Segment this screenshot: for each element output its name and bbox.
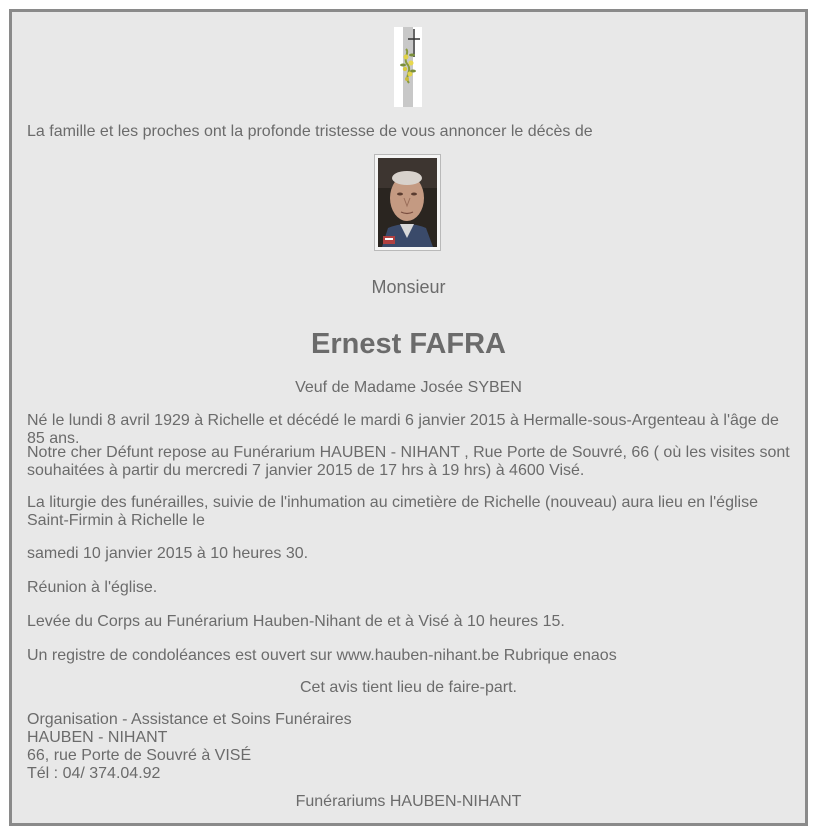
levee-text: Levée du Corps au Funérarium Hauben-Nihant de et à Visé à 10 heures 15. bbox=[27, 613, 565, 630]
liturgy-text: La liturgie des funérailles, suivie de l'inhumation au cimetière de Richelle (nouveau) aura lieu en l'église Saint-Firmin à Richelle le bbox=[27, 494, 758, 529]
spouse-line: Veuf de Madame Josée SYBEN bbox=[295, 379, 522, 396]
intro-text: La famille et les proches ont la profonde tristesse de vous annoncer le décès de bbox=[27, 123, 593, 140]
register-text: Un registre de condoléances est ouvert sur www.hauben-nihant.be Rubrique enaos bbox=[27, 647, 617, 664]
organisation-phone: Tél : 04/ 374.04.92 bbox=[27, 765, 161, 782]
organisation-block bbox=[27, 711, 792, 783]
obituary-notice bbox=[9, 9, 808, 826]
organisation-name: HAUBEN - NIHANT bbox=[27, 729, 168, 746]
birth-death-text: Né le lundi 8 avril 1929 à Richelle et décédé le mardi 6 janvier 2015 à Hermalle-sous-Argenteau à l'âge de 85 ans. bbox=[27, 412, 779, 447]
ceremony-date: samedi 10 janvier 2015 à 10 heures 30. bbox=[27, 545, 309, 562]
rest-text: Notre cher Défunt repose au Funérarium HAUBEN - NIHANT , Rue Porte de Souvré, 66 ( où les visites sont souhaitées à partir du mercredi 7 janvier 2015 de 17 hrs à 19 hrs) à 4600 Visé. bbox=[27, 444, 790, 479]
deceased-name: Ernest FAFRA bbox=[311, 328, 506, 360]
meeting-text: Réunion à l'église. bbox=[27, 579, 158, 596]
footer-signature: Funérariums HAUBEN-NIHANT bbox=[295, 793, 522, 810]
faire-part-text: Cet avis tient lieu de faire-part. bbox=[300, 679, 517, 696]
honorific: Monsieur bbox=[371, 277, 446, 297]
organisation-line: Organisation - Assistance et Soins Funéraires bbox=[27, 711, 352, 728]
organisation-address: 66, rue Porte de Souvré à VISÉ bbox=[27, 747, 252, 764]
portrait-photo bbox=[374, 154, 441, 251]
cross-with-flowers-icon bbox=[394, 27, 422, 107]
